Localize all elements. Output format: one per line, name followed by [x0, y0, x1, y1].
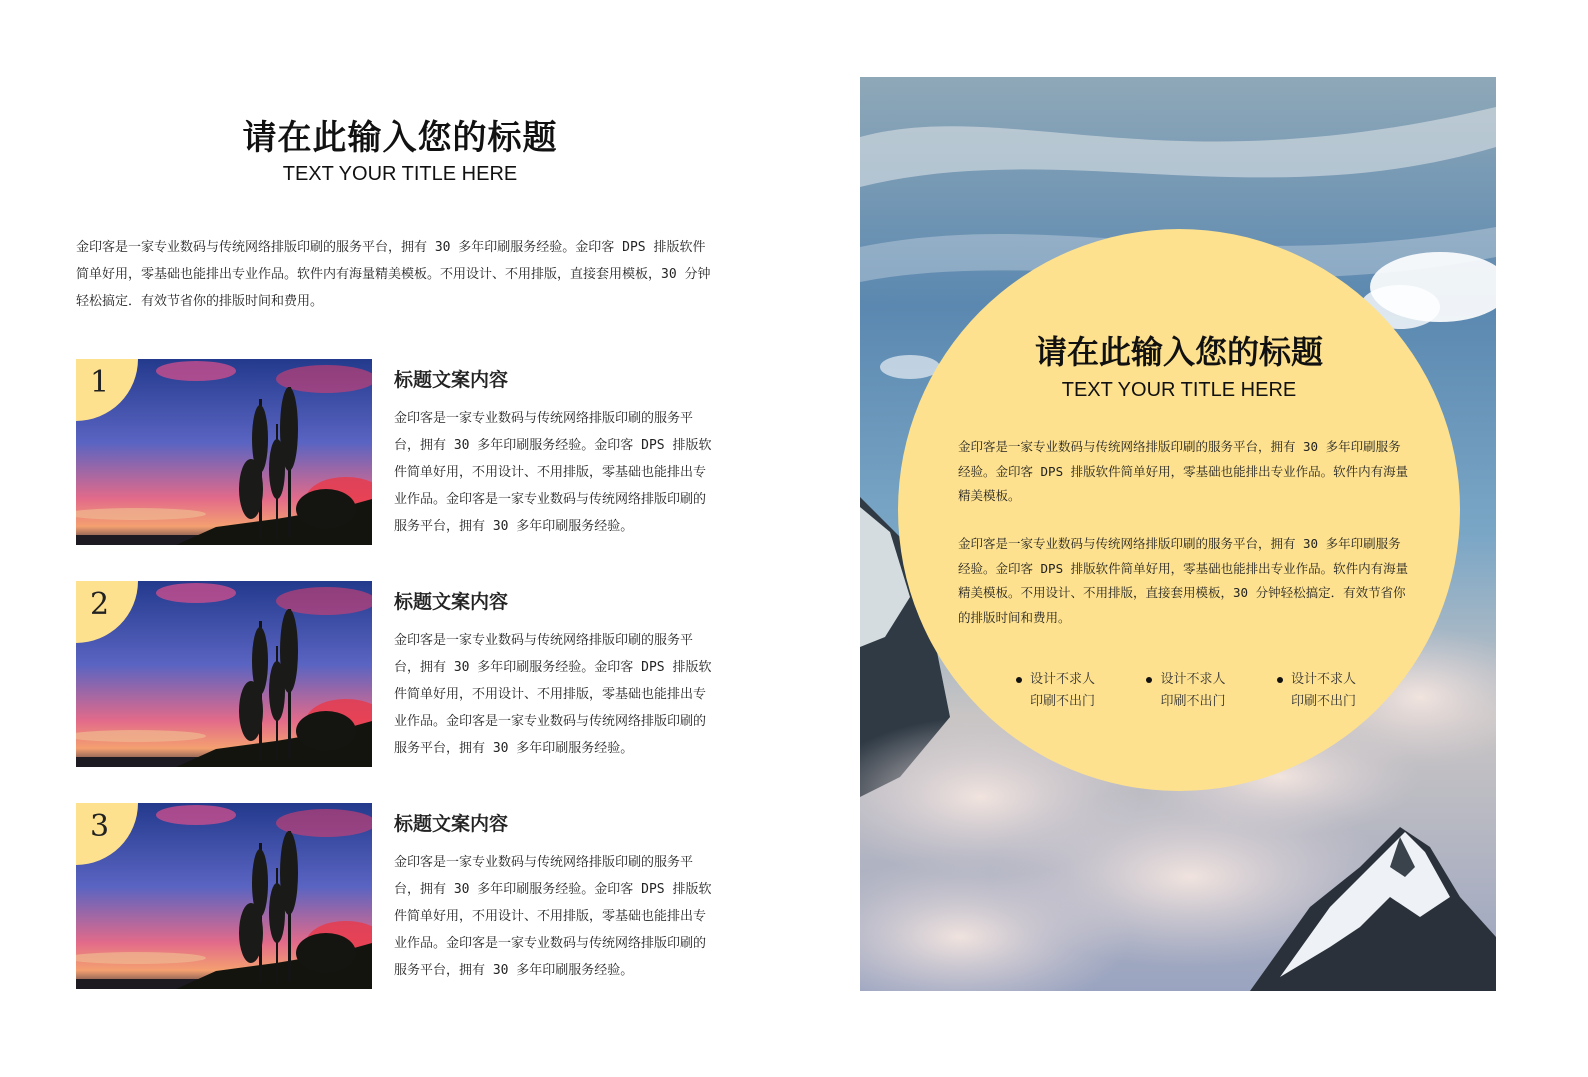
sunset-photo [76, 803, 372, 989]
bullet-item [1016, 669, 1095, 713]
sunset-photo [76, 581, 372, 767]
item-body: 金印客是一家专业数码与传统网络排版印刷的服务平台，拥有 30 多年印刷服务经验。金印客 DPS 排版软件简单好用，不用设计、不用排版，零基础也能排出专业作品。金印客是一家专业数码与传统网络排版印刷的服务平台，拥有 30 多年印刷服务经验。 [394, 411, 712, 534]
circle-paragraph-2: 金印客是一家专业数码与传统网络排版印刷的服务平台，拥有 30 多年印刷服务经验。金印客 DPS 排版软件简单好用，零基础也能排出专业作品。软件内有海量精美模板。不用设计、不用排版，直接套用模板，30 分钟轻松搞定．有效节省你的排版时间和费用。 [958, 536, 1409, 625]
bullet-line-1: 设计不求人 [1160, 672, 1226, 687]
intro-paragraph: 金印客是一家专业数码与传统网络排版印刷的服务平台，拥有 30 多年印刷服务经验。金印客 DPS 排版软件简单好用，零基础也能排出专业作品。软件内有海量精美模板。不用设计、不用排版，直接套用模板，30 分钟轻松搞定．有效节省你的排版时间和费用。 [76, 240, 711, 309]
feature-item-2 [76, 581, 726, 771]
circle-paragraph-1: 金印客是一家专业数码与传统网络排版印刷的服务平台，拥有 30 多年印刷服务经验。金印客 DPS 排版软件简单好用，零基础也能排出专业作品。软件内有海量精美模板。 [958, 439, 1409, 503]
feature-item-1 [76, 359, 726, 549]
page-subtitle: TEXT YOUR TITLE HERE [282, 163, 518, 185]
page-title: 请在此输入您的标题 [242, 118, 558, 158]
item-heading: 标题文案内容 [394, 813, 509, 835]
feature-item-3 [76, 803, 726, 993]
bullet-list [1016, 669, 1356, 713]
item-heading: 标题文案内容 [394, 369, 509, 391]
yellow-circle-panel [898, 229, 1460, 791]
bullet-line-1: 设计不求人 [1030, 672, 1096, 687]
bullet-dot-icon [1146, 677, 1152, 683]
circle-title: 请在此输入您的标题 [1034, 333, 1323, 371]
item-number: 3 [90, 809, 110, 844]
item-body: 金印客是一家专业数码与传统网络排版印刷的服务平台，拥有 30 多年印刷服务经验。金印客 DPS 排版软件简单好用，不用设计、不用排版，零基础也能排出专业作品。金印客是一家专业数码与传统网络排版印刷的服务平台，拥有 30 多年印刷服务经验。 [394, 855, 712, 978]
bullet-item [1277, 669, 1356, 713]
item-number: 1 [90, 365, 110, 400]
right-page [860, 77, 1496, 991]
item-number: 2 [90, 587, 110, 622]
bullet-line-1: 设计不求人 [1290, 672, 1356, 687]
bullet-dot-icon [1016, 677, 1022, 683]
bullet-line-2: 印刷不出门 [1160, 694, 1226, 709]
item-body: 金印客是一家专业数码与传统网络排版印刷的服务平台，拥有 30 多年印刷服务经验。金印客 DPS 排版软件简单好用，不用设计、不用排版，零基础也能排出专业作品。金印客是一家专业数码与传统网络排版印刷的服务平台，拥有 30 多年印刷服务经验。 [394, 633, 712, 756]
bullet-dot-icon [1277, 677, 1283, 683]
bullet-line-2: 印刷不出门 [1290, 694, 1356, 709]
item-heading: 标题文案内容 [394, 591, 509, 613]
circle-subtitle: TEXT YOUR TITLE HERE [1061, 379, 1297, 401]
bullet-line-2: 印刷不出门 [1030, 694, 1096, 709]
bullet-item [1146, 669, 1225, 713]
sunset-photo [76, 359, 372, 545]
